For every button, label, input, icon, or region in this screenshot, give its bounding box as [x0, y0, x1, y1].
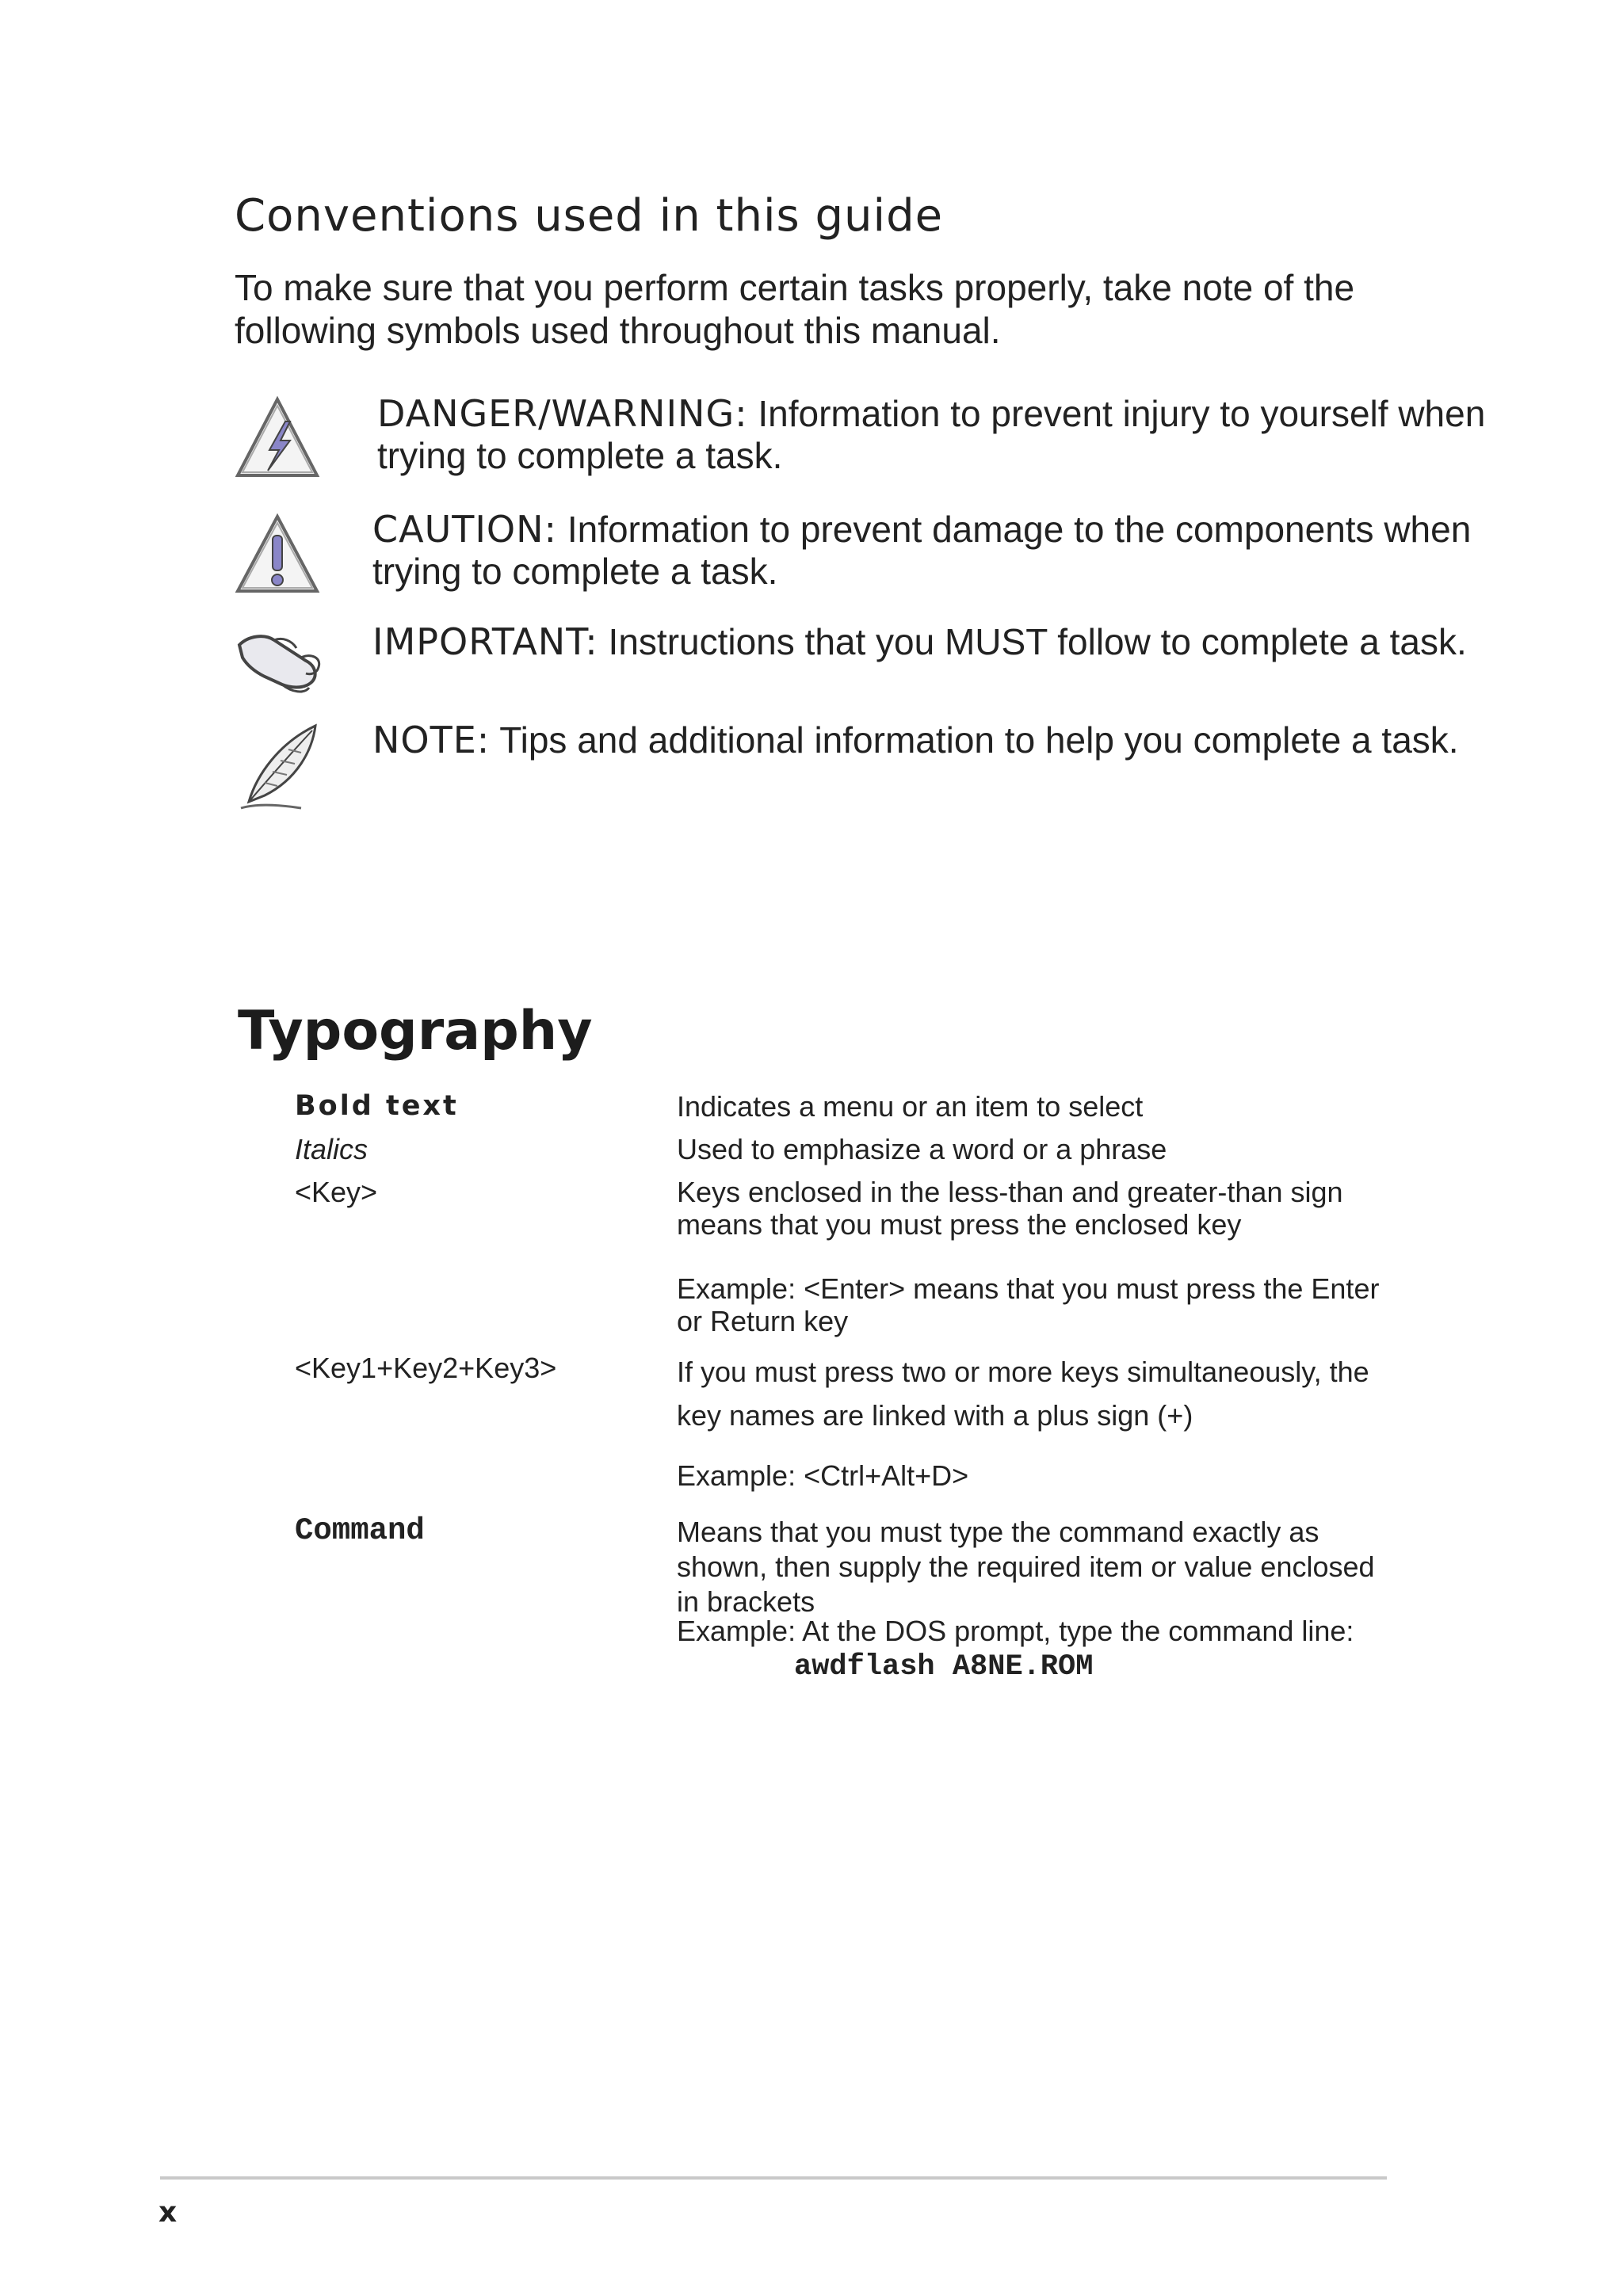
- danger-warning-icon: [233, 395, 322, 483]
- desc-key-combo: If you must press two or more keys simultaneously, the key names are linked with a plus sign (+): [677, 1356, 1369, 1432]
- important-hand-icon: [233, 621, 325, 697]
- note-label: NOTE:: [372, 719, 491, 761]
- caution-text: Information to prevent damage to the components when trying to complete a task.: [372, 509, 1472, 592]
- desc-italics: Used to emphasize a word or a phrase: [677, 1133, 1167, 1165]
- important-text: Instructions that you MUST follow to complete a task.: [608, 621, 1467, 662]
- caution-notice: [372, 509, 1537, 593]
- example-command: Example: At the DOS prompt, type the command line:: [677, 1615, 1354, 1647]
- conventions-intro: To make sure that you perform certain tasks properly, take note of the following symbols used throughout this manual.: [235, 267, 1355, 351]
- typography-heading: Typography: [238, 1000, 593, 1062]
- danger-warning-label: DANGER/WARNING:: [377, 392, 748, 435]
- important-label: IMPORTANT:: [372, 620, 598, 663]
- conventions-heading: Conventions used in this guide: [235, 190, 944, 242]
- caution-label: CAUTION:: [372, 508, 558, 551]
- danger-warning-notice: [377, 393, 1542, 477]
- page-number: x: [158, 2196, 178, 2229]
- term-italics: Italics: [295, 1133, 369, 1165]
- caution-icon: [233, 512, 322, 597]
- term-bold-text: Bold text: [295, 1090, 459, 1122]
- desc-bold-text: Indicates a menu or an item to select: [677, 1090, 1144, 1123]
- desc-command: Means that you must type the command exactly as shown, then supply the required item or value enclosed in brackets: [677, 1516, 1375, 1618]
- danger-warning-text: Information to prevent injury to yourself when trying to complete a task.: [377, 393, 1486, 476]
- term-key: <Key>: [295, 1176, 378, 1208]
- command-example-text: awdflash A8NE.ROM: [794, 1650, 1094, 1684]
- note-text: Tips and additional information to help you complete a task.: [499, 719, 1459, 761]
- desc-key: Keys enclosed in the less-than and greater-than sign means that you must press the enclosed key: [677, 1176, 1343, 1241]
- note-quill-icon: [233, 719, 327, 814]
- example-key: Example: <Enter> means that you must press the Enter or Return key: [677, 1272, 1380, 1337]
- footer-rule: [160, 2176, 1387, 2180]
- example-key-combo: Example: <Ctrl+Alt+D>: [677, 1459, 969, 1492]
- term-command: Command: [295, 1513, 425, 1548]
- term-key-combo: <Key1+Key2+Key3>: [295, 1352, 557, 1384]
- important-notice: [372, 621, 1537, 663]
- note-notice: [372, 719, 1537, 761]
